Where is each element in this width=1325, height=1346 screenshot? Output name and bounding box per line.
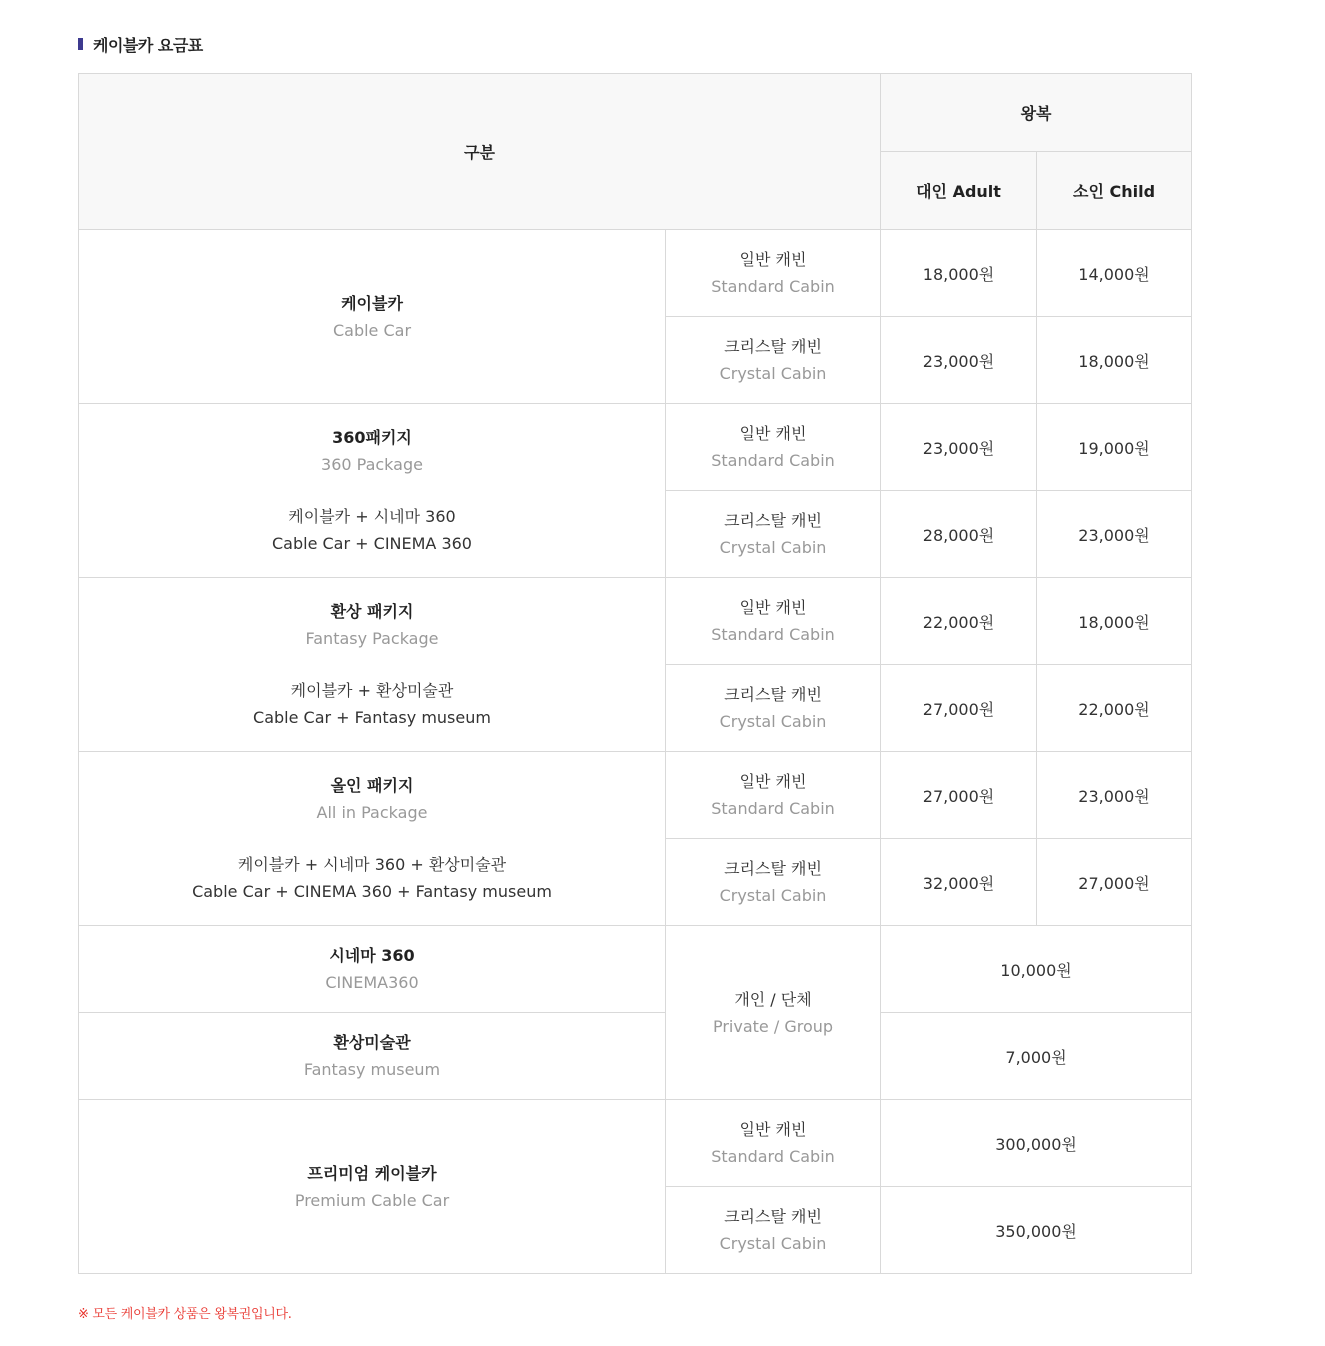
- cabin-label-en: Standard Cabin: [711, 1147, 835, 1166]
- cabin-label-en: Standard Cabin: [711, 451, 835, 470]
- table-row: [79, 404, 1192, 491]
- product-name: 올인 패키지: [330, 776, 414, 795]
- product-name-en: All in Package: [316, 803, 428, 822]
- table-row: [79, 1100, 1192, 1187]
- title-bar-marker: [78, 38, 83, 50]
- product-premium-cable-car: [79, 1100, 666, 1274]
- table-row: [79, 926, 1192, 1013]
- price-child: 18,000원: [1037, 578, 1192, 665]
- price-cinema: 10,000원: [881, 926, 1192, 1013]
- price-adult: 27,000원: [881, 665, 1037, 752]
- product-cable-car: [79, 230, 666, 404]
- cabin-standard: [666, 752, 881, 839]
- product-name-en: Premium Cable Car: [294, 1190, 450, 1210]
- product-name: 환상미술관: [333, 1033, 411, 1052]
- product-name-en: CINEMA360: [325, 973, 419, 992]
- fare-table: [78, 73, 1192, 1274]
- cabin-label-en: Standard Cabin: [711, 799, 835, 818]
- product-name: 환상 패키지: [330, 602, 414, 621]
- cabin-label-en: Standard Cabin: [711, 277, 835, 296]
- cabin-crystal: [666, 1187, 881, 1274]
- cabin-standard: [666, 230, 881, 317]
- cabin-label: 일반 캐빈: [739, 424, 807, 443]
- header-round-trip: 왕복: [881, 74, 1192, 152]
- header-category: 구분: [79, 74, 881, 230]
- price-adult: 32,000원: [881, 839, 1037, 926]
- product-name-en: Fantasy Package: [305, 629, 439, 648]
- table-row: [79, 230, 1192, 317]
- cabin-label: 크리스탈 캐빈: [724, 511, 822, 530]
- product-desc-en: Cable Car + Fantasy museum: [253, 708, 491, 727]
- product-name: 360패키지: [332, 428, 412, 447]
- cabin-crystal: [666, 491, 881, 578]
- table-row: [79, 752, 1192, 839]
- cabin-crystal: [666, 317, 881, 404]
- cabin-label: 크리스탈 캐빈: [724, 859, 822, 878]
- product-desc: 케이블카 + 환상미술관: [290, 681, 454, 700]
- cabin-crystal: [666, 665, 881, 752]
- price-adult: 23,000원: [881, 404, 1037, 491]
- product-name: 케이블카: [341, 293, 403, 313]
- cabin-label: 일반 캐빈: [739, 250, 807, 269]
- ticket-type-label: 개인 / 단체: [734, 989, 812, 1009]
- cabin-label: 일반 캐빈: [739, 1120, 807, 1139]
- cabin-label-en: Crystal Cabin: [719, 538, 827, 557]
- product-desc-en: Cable Car + CINEMA 360: [272, 534, 472, 553]
- section-title: [78, 33, 203, 55]
- price-child: 23,000원: [1037, 752, 1192, 839]
- product-all-in-package: [79, 752, 666, 926]
- table-row: [79, 1013, 1192, 1100]
- price-premium-standard: 300,000원: [881, 1100, 1192, 1187]
- price-child: 18,000원: [1037, 317, 1192, 404]
- price-child: 27,000원: [1037, 839, 1192, 926]
- header-child: 소인 Child: [1037, 152, 1192, 230]
- cabin-standard: [666, 1100, 881, 1187]
- price-child: 22,000원: [1037, 665, 1192, 752]
- cabin-standard: [666, 404, 881, 491]
- footnote: ※ 모든 케이블카 상품은 왕복권입니다.: [78, 1307, 292, 1322]
- page-title: 케이블카 요금표: [93, 35, 203, 55]
- price-adult: 27,000원: [881, 752, 1037, 839]
- cabin-standard: [666, 578, 881, 665]
- price-adult: 28,000원: [881, 491, 1037, 578]
- cabin-label-en: Crystal Cabin: [719, 886, 827, 905]
- product-desc: 케이블카 + 시네마 360: [288, 507, 456, 526]
- price-adult: 22,000원: [881, 578, 1037, 665]
- product-fantasy-museum: [79, 1013, 666, 1100]
- price-child: 14,000원: [1037, 230, 1192, 317]
- product-desc: 케이블카 + 시네마 360 + 환상미술관: [237, 855, 507, 874]
- product-fantasy-package: [79, 578, 666, 752]
- product-name-en: 360 Package: [321, 455, 423, 474]
- product-360-package: [79, 404, 666, 578]
- product-name-en: Cable Car: [332, 320, 412, 340]
- price-child: 19,000원: [1037, 404, 1192, 491]
- product-name: 프리미엄 케이블카: [307, 1163, 437, 1183]
- price-premium-crystal: 350,000원: [881, 1187, 1192, 1274]
- cabin-label-en: Standard Cabin: [711, 625, 835, 644]
- cabin-label: 일반 캐빈: [739, 598, 807, 617]
- cabin-label-en: Crystal Cabin: [719, 1234, 827, 1253]
- table-row: [79, 578, 1192, 665]
- price-child: 23,000원: [1037, 491, 1192, 578]
- product-name-en: Fantasy museum: [303, 1060, 441, 1079]
- price-museum: 7,000원: [881, 1013, 1192, 1100]
- cabin-label-en: Crystal Cabin: [719, 712, 827, 731]
- price-adult: 18,000원: [881, 230, 1037, 317]
- product-name: 시네마 360: [329, 946, 415, 965]
- cabin-label: 크리스탈 캐빈: [724, 1207, 822, 1226]
- cabin-label: 크리스탈 캐빈: [724, 337, 822, 356]
- ticket-type-label-en: Private / Group: [712, 1016, 834, 1036]
- product-cinema-360: [79, 926, 666, 1013]
- cabin-label: 일반 캐빈: [739, 772, 807, 791]
- cabin-label-en: Crystal Cabin: [719, 364, 827, 383]
- cabin-private-group: [666, 926, 881, 1100]
- cabin-label: 크리스탈 캐빈: [724, 685, 822, 704]
- price-adult: 23,000원: [881, 317, 1037, 404]
- header-adult: 대인 Adult: [881, 152, 1037, 230]
- cabin-crystal: [666, 839, 881, 926]
- product-desc-en: Cable Car + CINEMA 360 + Fantasy museum: [192, 882, 552, 901]
